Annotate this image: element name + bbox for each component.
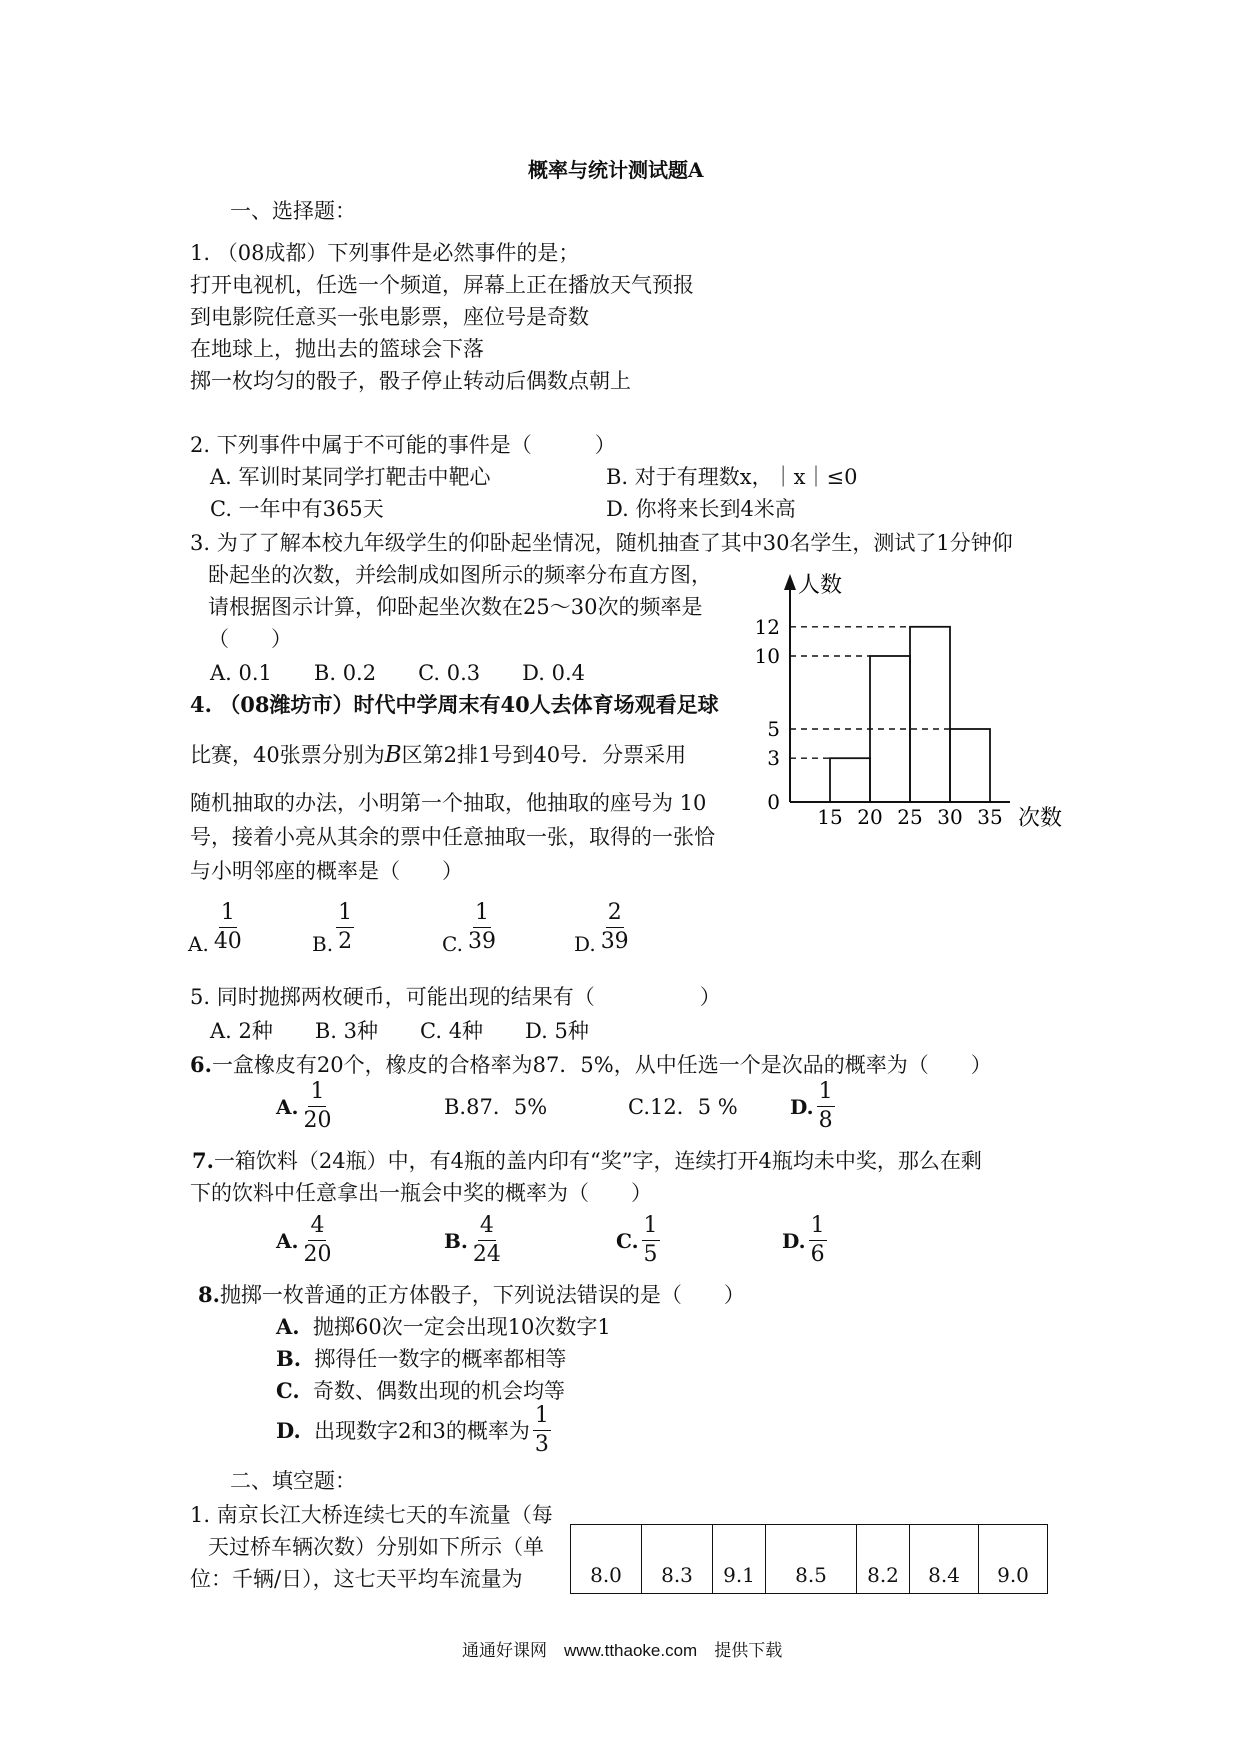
- q6-option-b: B.87．5%: [444, 1094, 548, 1119]
- table-cell: 8.4: [910, 1525, 979, 1594]
- q4-line-4: 号，接着小亮从其余的票中任意抽取一张，取得的一张恰: [190, 825, 715, 849]
- q1-option-4: 掷一枚均匀的骰子，骰子停止转动后偶数点朝上: [190, 369, 631, 393]
- y-tick-label: 10: [754, 644, 780, 668]
- q4-line-1: 4. （08潍坊市）时代中学周末有40人去体育场观看足球: [190, 692, 719, 717]
- q7-line-1: [192, 1146, 982, 1176]
- q4-option-d: D. $\frac{2}{39}$: [574, 899, 629, 956]
- traffic-flow-table: [570, 1524, 1048, 1594]
- q8-option-d: D. 出现数字2和3的概率为 $\frac{1}{3}$: [276, 1403, 549, 1457]
- y-axis-label: 人数: [798, 573, 843, 598]
- q8-stem-text: 抛掷一枚普通的正方体骰子，下列说法错误的是（ ）: [219, 1283, 745, 1307]
- x-tick-label: 15: [817, 805, 843, 829]
- q7-option-d: D. $\frac{1}{6}$: [782, 1213, 825, 1267]
- q6-option-a: A. $\frac{1}{20}$: [276, 1079, 332, 1133]
- fill1-line-2: 天过桥车辆次数）分别如下所示（单: [208, 1535, 544, 1559]
- q3-line-1: 3. 为了了解本校九年级学生的仰卧起坐情况，随机抽查了其中30名学生，测试了1分钟仰: [190, 531, 1013, 555]
- q8-option-b: B. 掷得任一数字的概率都相等: [276, 1346, 567, 1371]
- q2-option-a: A. 军训时某同学打靶击中靶心: [210, 465, 491, 489]
- footer-source: 通通好课网 www.tthaoke.com 提供下载: [462, 1641, 783, 1660]
- q7-option-b: B. $\frac{4}{24}$: [444, 1213, 501, 1267]
- histogram-bar: [910, 627, 950, 802]
- table-cell: 9.0: [979, 1525, 1048, 1594]
- x-tick-label: 20: [857, 805, 883, 829]
- q7-line-2: 下的饮料中任意拿出一瓶会中奖的概率为（ ）: [190, 1181, 652, 1205]
- q7-options: [276, 1214, 830, 1267]
- q7-line-1-text: 一箱饮料（24瓶）中，有4瓶的盖内印有“奖”字，连续打开4瓶均未中奖，那么在剩: [213, 1149, 982, 1173]
- y-tick-label: 0: [767, 790, 780, 814]
- q4-option-a: A. $\frac{1}{40}$: [188, 899, 242, 956]
- table-cell: 8.0: [571, 1525, 642, 1594]
- q6-options: [276, 1080, 838, 1133]
- q4-line-5: 与小明邻座的概率是（ ）: [190, 859, 463, 883]
- q3-line-3: 请根据图示计算，仰卧起坐次数在25～30次的频率是: [208, 595, 703, 619]
- q5-stem: 5. 同时抛掷两枚硬币，可能出现的结果有（ ）: [190, 985, 721, 1009]
- y-tick-label: 5: [767, 717, 780, 741]
- q7-option-c: C. $\frac{1}{5}$: [616, 1213, 658, 1267]
- q6-stem: [190, 1050, 992, 1080]
- frequency-histogram: [740, 570, 1070, 830]
- q6-stem-text: 一盒橡皮有20个，橡皮的合格率为87．5%，从中任选一个是次品的概率为（ ）: [211, 1053, 992, 1077]
- histogram-bar: [830, 758, 870, 802]
- page-title: 概率与统计测试题A: [528, 158, 704, 182]
- q2-option-d: D. 你将来长到4米高: [606, 497, 796, 521]
- q7-number: 7.: [192, 1148, 214, 1173]
- table-cell: 8.5: [766, 1525, 857, 1594]
- histogram-bar: [950, 729, 990, 802]
- q1-stem: 1. （08成都）下列事件是必然事件的是；: [190, 241, 580, 265]
- q4-variable-b: B: [384, 742, 402, 768]
- section-fill-heading: 二、填空题：: [230, 1469, 356, 1493]
- q3-line-4: （ ）: [208, 627, 292, 651]
- q8-option-c: C. 奇数、偶数出现的机会均等: [276, 1378, 566, 1403]
- q6-option-c: C.12．5 %: [628, 1094, 738, 1119]
- q4-line-2-start: 比赛，40张票分别为: [190, 743, 385, 767]
- q4-options: [188, 898, 634, 956]
- y-tick-label: 3: [767, 746, 780, 771]
- fill1-line-3: 位：千辆/日），这七天平均车流量为: [190, 1567, 523, 1591]
- x-tick-label: 25: [897, 805, 923, 829]
- q7-option-a: A. $\frac{4}{20}$: [276, 1213, 332, 1267]
- table-cell: 8.3: [642, 1525, 713, 1594]
- q1-option-2: 到电影院任意买一张电影票，座位号是奇数: [190, 305, 589, 329]
- q1-option-1: 打开电视机，任选一个频道，屏幕上正在播放天气预报: [190, 273, 694, 297]
- q2-option-b: B. 对于有理数x，｜x｜≤0: [606, 465, 858, 489]
- q1-option-3: 在地球上，抛出去的篮球会下落: [190, 337, 484, 361]
- q2-stem: 2. 下列事件中属于不可能的事件是（ ）: [190, 433, 616, 457]
- y-tick-label: 12: [754, 614, 780, 639]
- q4-option-c: C. $\frac{1}{39}$: [442, 899, 496, 956]
- table-cell: 9.1: [713, 1525, 766, 1594]
- x-tick-label: 30: [937, 805, 963, 829]
- q4-line-2-end: 区第2排1号到40号．分票采用: [401, 743, 687, 767]
- q6-option-d: D. $\frac{1}{8}$: [790, 1079, 833, 1133]
- fill1-line-1: 1. 南京长江大桥连续七天的车流量（每: [190, 1503, 553, 1527]
- q3-options: A. 0.1 B. 0.2 C. 0.3 D. 0.4: [210, 661, 585, 685]
- q2-option-c: C. 一年中有365天: [210, 497, 384, 521]
- q8-stem: [198, 1280, 745, 1310]
- table-cell: 8.2: [857, 1525, 910, 1594]
- q4-option-b: B. $\frac{1}{2}$: [312, 899, 353, 956]
- q3-line-2: 卧起坐的次数，并绘制成如图所示的频率分布直方图，: [208, 563, 712, 587]
- q8-option-a: A. 抛掷60次一定会出现10次数字1: [276, 1314, 611, 1339]
- q8-number: 8.: [198, 1282, 220, 1307]
- table-row: [571, 1525, 1048, 1594]
- q6-number: 6.: [190, 1052, 212, 1077]
- q5-options: A. 2种 B. 3种 C. 4种 D. 5种: [210, 1019, 589, 1043]
- x-tick-label: 35: [977, 805, 1003, 829]
- q4-line-2: [190, 740, 686, 770]
- x-axis-label: 次数: [1018, 806, 1063, 830]
- q4-line-3: 随机抽取的办法，小明第一个抽取，他抽取的座号为 10: [190, 791, 707, 815]
- y-axis-arrow: [784, 574, 796, 590]
- section-choice-heading: 一、选择题：: [230, 199, 356, 223]
